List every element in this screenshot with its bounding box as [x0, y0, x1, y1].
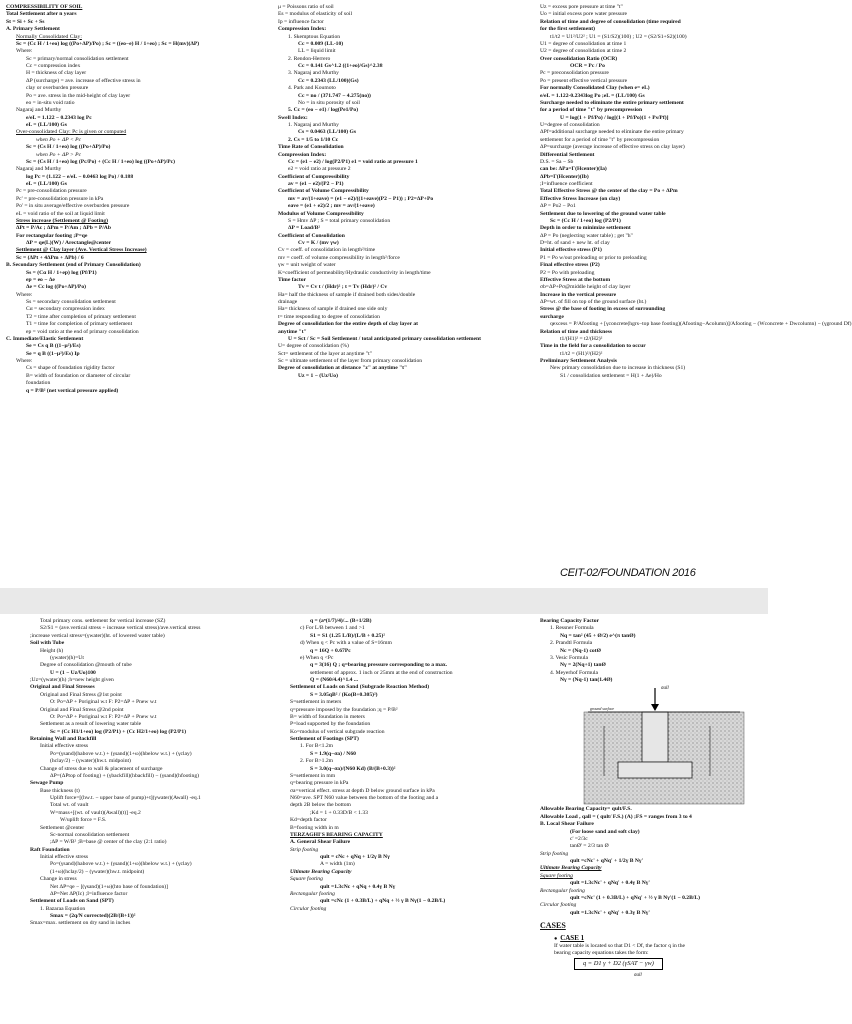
text-line: Po = present effective vertical pressure [540, 77, 628, 84]
text-line: ΔPt = P/Ac ; ΔPm = P/Am ; ΔPb = P/Ab [16, 225, 111, 232]
text-line: Sc = primary/normal consolidation settlement [26, 55, 129, 62]
text-line: S=settlement in meters [290, 699, 342, 706]
text-line: Ko=modulus of vertical subgrade reaction [290, 728, 385, 735]
text-line: Net ΔP=qe − [(γsand)(1+ω)(hto base of foundation)] [50, 883, 169, 890]
text-line: Allowable Load , qall = ( qult/ F.S.) (A) ;FS = ranges from 3 to 4 [540, 813, 692, 820]
text-line: t1/t2 = U1²/U2² ; U1 = (S1/S2)(100) ; U2 = (S2/S1+S2)(100) [550, 33, 687, 40]
column-2-top [278, 4, 528, 380]
text-line: Sc = (ΔPt + 4ΔPm + ΔPb) / 6 [16, 254, 84, 261]
text-line: P1 = Po w/out preloading or prior to preloading [540, 254, 647, 261]
text-line: ΔP (surcharge) = ave. increase of effective stress in [26, 77, 141, 84]
text-line: Increase in the vertical pressure [540, 291, 617, 298]
text-line: A. General Shear Failure [290, 839, 351, 846]
text-line: N60=ave. SPT N60 value between the bottom of the footing and a [290, 795, 439, 801]
text-line: Settlement of Loads on Sand (SPT) [30, 898, 114, 905]
text-line: ΔP = Po2 − Po1 [540, 203, 576, 210]
text-line: for the first settlement) [540, 26, 596, 33]
case-1-text-2: bearing capacity equations takes the form: [554, 950, 649, 957]
text-line: mv = coeff. of volume compressibility in length²/force [278, 254, 400, 261]
text-line: D.S. = Sa − Sb [540, 158, 574, 165]
text-line: depth 2B below the bottom [290, 802, 351, 809]
text-line: T1 = time for completion of primary settlement [26, 321, 133, 328]
text-line: surcharge [540, 313, 564, 320]
text-line: Degree of consolidation for the entire depth of clay layer at [278, 321, 419, 328]
text-line: q = P/B² (net vertical pressure applied) [26, 387, 119, 394]
text-line: Uo = initial excess pore water pressure [540, 11, 628, 18]
text-line: q = 16Q + 0.67Pc [310, 647, 351, 654]
text-line: Original and Final Stress @2nd point [40, 706, 124, 713]
text-line: q=bearing pressure in kPa [290, 780, 349, 787]
text-line: Uz = excess pore pressure at time "t" [540, 4, 623, 10]
text-line: σa=vertical effect. stress at depth D below ground surface in kPa [290, 787, 435, 794]
page-footer: CEIT-02/FOUNDATION 2016 [560, 567, 696, 579]
text-line: t1/(H1)² = t2/(H2)² [560, 335, 603, 342]
text-line: Square footing [290, 876, 323, 883]
text-line: COMPRESSIBILITY OF SOIL [6, 4, 83, 10]
text-line: P2 = Po with preloading [540, 269, 595, 276]
text-line: Cs = shape of foundation rigidity factor [26, 365, 115, 372]
text-line: Where: [16, 291, 33, 298]
text-line: Effective Stress Increase (on clay) [540, 195, 621, 202]
text-line: 4. Meyerhof Formula [550, 669, 599, 676]
text-line: Cv = coeff. of consolidation in length²/time [278, 247, 376, 254]
text-line: For normally Consolidated Clay (when e= eL) [540, 85, 650, 92]
text-line: Pc' = pre-consolidation pressure in kPa [16, 195, 104, 202]
text-line: Nagaraj and Murthy [16, 107, 62, 114]
text-line: Nγ = (Nq-1) tan(1.4Ø) [560, 677, 613, 683]
text-line: Settlement of Loads on Sand (Subgrade Reaction Method) [290, 684, 430, 691]
text-line: Nq = tan² (45 + Ø/2) e^(π tanØ) [560, 632, 636, 639]
text-line: S = 3.0(q−σa)/(N60 Kd) (B/(B+0.3))² [310, 765, 396, 772]
text-line: Initial effective stress (P1) [540, 247, 602, 254]
text-line: Compression Index: [278, 26, 327, 33]
text-line: S = 3.05qB² / (Ko(B+0.305)²) [310, 691, 378, 698]
text-line: U= degree of consolidation (%) [278, 343, 349, 350]
text-line: Kd=depth factor [290, 817, 327, 824]
text-line: 1. Skemptous Equation [288, 33, 341, 40]
figure-label-ground-surface: ground surface [590, 706, 615, 712]
text-line: Po=(γsand)(habove w.t.) + (γsand)(1+ω)(hbelow w.t.) + (γclay) [50, 861, 192, 868]
text-line: Cs = 0.0463 (LL/100) Gs [298, 129, 357, 136]
text-line: Cv = K / (mv γw) [298, 240, 339, 246]
text-line: S1 = S1 (1.25 L/B)/(L/B + 0.25)² [310, 632, 385, 639]
text-line: Circular footing [290, 905, 327, 912]
text-line: ΔP = Po (neglecting water table) ; get "h" [540, 232, 633, 239]
text-line: Sewage Pump [30, 780, 64, 787]
text-line: ;Kd = 1 + 0.33D/B < 1.33 [310, 809, 368, 816]
page-separator [0, 588, 768, 614]
case-1-heading: CASE 1 [560, 933, 585, 942]
text-line: Time factor [278, 276, 307, 283]
text-line: ΔPb=Γ(Hcenter)(Ib) [540, 173, 589, 180]
text-line: c) For L/B between 1 and >1 [300, 625, 365, 632]
text-line: eL = void ratio of the soil at liquid limit [16, 210, 105, 217]
text-line: U = Sct / Sc = Soil Settlement / total anticipated primary consolidation settlement [288, 335, 481, 342]
cases-heading: CASES [540, 921, 566, 930]
text-line: For rectangular footing ;P=qe [16, 232, 88, 239]
text-line: e/eL = 1.122-0.2343log Po ;eL = (LL/100) Gs [540, 92, 645, 99]
text-line: Sc = ultimate settlement of the layer from primary consolidation [278, 358, 423, 364]
text-line: 1. Nagaraj and Murthy [288, 122, 339, 128]
text-line: anytime "t" [278, 328, 307, 335]
text-line: Sc = (Cc H / 1+eo) log ((Po+ΔP)/Po) ; Sc = ((eo−e) H / 1+eo) ; Sc = H(mv)(ΔP) [16, 40, 200, 47]
text-line: settlement of approx. 1 inch or 25mm at the end of construction [310, 669, 453, 676]
column-2-bottom [290, 618, 530, 913]
text-line: Cc = compression index [26, 63, 81, 69]
text-line: Settlement as a result of lowering water table [40, 721, 142, 728]
text-line: 1. For B<1.2m [300, 743, 333, 750]
text-line: t= time responding to degree of consolidation [278, 313, 380, 320]
text-line: Ha= thickness of sample if drained one side only [278, 306, 388, 313]
text-line: av = (e1 − e2)/(P2 − P1) [288, 181, 344, 187]
case-1-qall-label: σall [634, 973, 642, 979]
text-line: St = Si + Sc + Ss [6, 18, 45, 25]
text-line: U=degree of consolidation [540, 122, 600, 128]
text-line: Cc = 0.2343 (LL/100)(Gs) [298, 77, 359, 84]
text-line: 4. Park and Koumoto [288, 85, 336, 92]
case-1-text-1: If water table is located so that D1 < Df, the factor q in the [554, 942, 685, 949]
text-line: e) When q <Pc [300, 654, 334, 661]
text-line: eL = (LL/100) Gs [26, 181, 67, 187]
text-line: Po=(γsand)(habove w.t.) + (γsand)(1+ω)(hbelow w.t.) + (γclay) [50, 750, 192, 757]
text-line: Height (h) [40, 647, 64, 654]
text-line: S = 1.9(q−σa) / N60 [310, 750, 356, 757]
text-line: can be: ΔPa=Γ(Hcenter)(Ia) [540, 166, 607, 173]
text-line: Normally Consolidated Clay: [16, 33, 82, 40]
text-line: S = Hmv ΔP ; S = total primary consolidation [288, 217, 391, 224]
text-line: ;Uz=(γwater)(h) ;h=new height given [30, 677, 114, 683]
text-line: ;increase vertical stress=(γwater)(ht. of lowered water table) [30, 632, 165, 639]
text-line: B= width of foundation or diameter of circular [26, 372, 131, 379]
text-line: Po' = in situ average/effective overburden pressure [16, 203, 130, 210]
text-line: e/eL = 1.122 − 0.2343 log Pc [26, 114, 92, 121]
text-line: Square footing [540, 872, 573, 879]
text-line: Where: [16, 48, 33, 55]
text-line: 2. Rendon-Herrero [288, 55, 331, 62]
text-line: (hclay/2) − (γwater)(hw.t. midpoint) [50, 758, 131, 765]
text-line: Tv = Cv t / (Hdr)² ; t = Tv (Hdr)² / Cv [298, 284, 388, 291]
text-line: Ss = (Cα H / 1+ep) log (Pf/P1) [26, 269, 97, 276]
text-line: U = (1 − Uz/Uo)100 [50, 669, 96, 676]
text-line: Retaining Wall and Backfill [30, 736, 97, 742]
column-3-top [540, 4, 852, 380]
text-line: Smax = (2q/N corrected)(2B/(B+1))² [50, 913, 136, 919]
text-line: qult =cNc' (1 + 0.3B/L) + qNq' + ½ γ B Nγ'(1 − 0.2B/L) [570, 894, 700, 901]
text-line: Allowable Bearing Capacity= qult/F.S. [540, 806, 632, 813]
text-line: mv = av/(1+eave) = (e1 − e2)/((1+eave)(P2 − P1)) ; P2=ΔP+Po [288, 195, 434, 202]
text-line: e2 = void ratio at pressure 2 [288, 166, 351, 173]
bullet-icon: ● [554, 935, 561, 942]
text-line: when Po + ΔP < Pc [36, 136, 82, 143]
text-line: B= width of foundation in meters [290, 713, 365, 720]
text-line: W=mass+[(wt. of vault)(Awall)(t)] -eq.2 [50, 809, 141, 816]
text-line: 3. Vesic Formula [550, 654, 588, 661]
text-line: Pc = preconsolidation pressure [540, 70, 609, 77]
text-line: B. Local Shear Failure [540, 821, 594, 828]
text-line: eL = (LL/100) Gs [26, 122, 67, 128]
text-line: S=settlement in mm [290, 772, 336, 779]
text-line: C. Immediate/Elastic Settlement [6, 335, 84, 342]
text-line: No = in situ porosity of soil [298, 99, 360, 106]
text-line: Time in the field for a consolidation to occur [540, 343, 646, 350]
text-line: Ha= half the thickness of sample if drained both sides/double [278, 291, 416, 298]
text-line: Nagaraj and Murthy [16, 166, 62, 173]
text-line: O: Po=ΔP + Poriginal w.t F: P2=ΔP + Pnew w.t [50, 699, 157, 706]
text-line: P=load supported by the foundation [290, 721, 371, 728]
text-line: Cα = secondary compression index [26, 306, 105, 313]
text-line: 3. Nagaraj and Murthy [288, 70, 339, 77]
text-line: Initial effective stress [40, 743, 89, 750]
text-line: Settlement of Footings (SPT) [290, 736, 359, 742]
text-line: (1+ω)(hclay/2) − (γwater)(hw.t. midpoint) [50, 868, 145, 875]
text-line: 2. Cs = 1/5 to 1/10 Cc [288, 136, 339, 143]
text-line: ΔPf=additional surcharge needed to eliminate the entire primary [540, 129, 684, 136]
text-line: Over-consolidated Clay: Pc is given or computed [16, 129, 127, 136]
text-line: Cc = (e1 − e2) / log(P2/P1) e1 = void ratio at pressure 1 [288, 158, 418, 165]
text-line: Sct= settlement of the layer at anytime "t" [278, 350, 372, 357]
text-line: for a period of time "t" by precompression [540, 107, 643, 114]
text-line: OCR = Pc / Po [570, 63, 605, 69]
text-line: D=ht. of sand + new ht. of clay [540, 240, 610, 246]
text-line: Se = q B ((1−μ²)/Es) Ip [26, 350, 80, 357]
text-line: (γwater)(h)=Ut [50, 654, 84, 661]
text-line: qexcess = P/Afooting + [γconcrete(hgrs−top base footing)(Afooting−Acolumn)]/Afooting − (Wconcrete + Dwcolumn) − (γground Df) [550, 321, 852, 328]
text-line: ep = eo − Δe [26, 276, 55, 283]
column-1-bottom [30, 618, 280, 928]
text-line: when Po + ΔP > Pc [36, 151, 82, 158]
text-line: Coefficient of Volume Compressibility [278, 188, 369, 195]
text-line: Compression Index: [278, 151, 327, 158]
text-line: Initial effective stress [40, 854, 89, 860]
text-line: qult =1.3cNc' + qNq' + 0.4γ B Nγ' [570, 880, 650, 887]
text-line: B. Secondary Settlement (end of Primary Consolidation) [6, 262, 141, 269]
text-line: Es = modulus of elasticity of soil [278, 11, 353, 18]
text-line: H = thickness of clay layer [26, 70, 87, 77]
text-line: 2. Prandtl Formula [550, 640, 593, 647]
text-line: Sc-normal consolidation settlement [50, 831, 130, 838]
text-line: t1/t2 = (H1)²/(H2)² [560, 350, 603, 357]
text-line: Degree of consolidation at distance "z" at anytime "t" [278, 365, 408, 372]
text-line: Rectangular footing [290, 890, 335, 897]
page-bottom [0, 614, 768, 1024]
text-line: eave = (e1 + e2)/2 ; mv = av/(1+eave) [288, 203, 375, 210]
text-line: O: Po=ΔP + Poriginal w.t F: P2=ΔP + Pnew w.t [50, 713, 157, 720]
text-line: Where: [16, 358, 33, 364]
text-line: Sc = (Cs H / 1+eo) log ((Po+ΔP)/Po) [26, 144, 111, 151]
text-line: Stress increase (Settlement @ Footing) [16, 217, 108, 224]
text-line: A. Primary Settlement [6, 26, 60, 33]
text-line: ΔP=(ΔPtop of footing) + (γbackfill)(hbackfill) − (γsand)(hfooting) [50, 772, 199, 779]
text-line: qult =cNc' + qNq' + 1/2γ B Nγ' [570, 858, 644, 864]
text-line: Effective Stress at the bottom [540, 276, 611, 283]
text-line: Sc = (Cc H / 1+eo) log (P2/P1) [550, 217, 621, 224]
column-1-top [6, 4, 304, 395]
text-line: Rectangular footing [540, 887, 585, 894]
text-line: Base thickness (t) [40, 787, 80, 794]
text-line: 1. Bazaraa Equation [40, 905, 86, 912]
text-line: ΔP = Load/B² [288, 225, 320, 232]
text-line: Relation of time and degree of consolidation (time required [540, 18, 681, 25]
text-line: clay or overburden pressure [26, 85, 89, 92]
text-line: S1 / consolidation settlement = H(1 + Δe)/Ho [560, 372, 662, 379]
text-line: qult =1.3cNc' + qNq' + 0.3γ B Nγ' [570, 909, 650, 916]
text-line: ;I=influence coefficient [540, 181, 593, 187]
text-line: Total Effective Stress @ the center of the clay = Po + ΔPm [540, 188, 678, 195]
text-line: Uplift force=[(hw.t. − upper base of pump)+t](γwater)(Awall) -eq.1 [50, 795, 201, 801]
text-line: d) When q < Pc with a value of S=16mm [300, 640, 392, 647]
text-line: Nγ = 2(Nq+1) tanØ [560, 662, 606, 669]
text-line: Circular footing [540, 902, 577, 909]
text-line: T2 = time after completion of primary settlement [26, 313, 136, 320]
text-line: S2/S1 = (ave.vertical stress + increase vertical stress)/ave.vertical stress [40, 625, 201, 632]
text-line: Time Rate of Consolidation [278, 144, 344, 151]
text-line: Smax=max. settlement on dry sand in inches [30, 920, 131, 927]
text-line: W/uplift force = F.S. [60, 817, 107, 824]
text-line: Pc = pre-consolidation pressure [16, 188, 87, 195]
text-line: Strip footing [540, 850, 569, 857]
text-line: Preliminary Settlement Analysis [540, 358, 617, 364]
text-line: Strip footing [290, 846, 319, 853]
text-line: drainage [278, 299, 298, 305]
text-line: log Pc = (1.122 − e/eL − 0.0463 log Po) / 0.188 [26, 173, 134, 180]
bearing-capacity-factors [540, 618, 762, 684]
text-line: Settlement due to lowering of the ground water table [540, 210, 666, 217]
text-line: Ss = secondary consolidation settlement [26, 299, 116, 305]
text-line: Cc = no / (371.747 − 4.275(no)) [298, 92, 371, 99]
case-1-block [540, 934, 762, 980]
text-line: Modulus of Volume Compressibility [278, 210, 364, 217]
text-line: Final effective stress (P2) [540, 262, 600, 269]
text-line: Cc = 0.009 (LL-10) [298, 40, 344, 47]
text-line: Over consolidation Ratio (OCR) [540, 55, 618, 62]
text-line: Settlement @center [40, 824, 85, 831]
text-line: q=pressure imposed by the foundation ;q = P/B² [290, 706, 398, 713]
text-line: Q = (N60/4.4)^1.4 ... [310, 677, 359, 683]
text-line: ΔP=surcharge (average increase of effective stress on clay layer) [540, 144, 685, 151]
bearing-capacity-text [540, 806, 762, 917]
text-line: LL = liquid limit [298, 48, 336, 55]
text-line: Original and Final Stresses [30, 684, 95, 691]
text-line: Coefficient of Consolidation [278, 232, 345, 239]
text-line: Ultimate Bearing Capacity [540, 865, 602, 872]
text-line: New primary consolidation due to increase in thickness (S1) [550, 365, 686, 372]
text-line: Δe = Cc log ((Po+ΔP)/Po) [26, 284, 86, 291]
footing-diagram-image [584, 686, 744, 804]
text-line: Degree of consolidation @mouth of tube [40, 662, 132, 669]
text-line: A = width (1m) [320, 861, 355, 868]
text-line: Total primary cons. settlement for vertical increase (SZ) [40, 618, 166, 624]
text-line: ;ΔP = W/B² ;B=base @ center of the clay (2:1 ratio) [50, 839, 167, 846]
text-line: settlement for a period of time "t" by precompression [540, 136, 660, 143]
text-line: σb=ΔP+Pσ@middle height of clay layer [540, 284, 631, 291]
text-line: 5. Cc = (eo − e1) / log(Pe1/Po) [288, 107, 359, 114]
text-line: Settlement @ Clay layer (Ave. Vertical Stress Increase) [16, 247, 147, 254]
footing-figure-wrap [540, 686, 762, 806]
text-line: Change of stress due to wall & placement of surcharge [40, 765, 163, 772]
text-line: q = (aⁿ(1/7)/4)/... (B+1/2B) [310, 618, 372, 624]
text-line: ΔP=Net ΔP(Ic) ;I=influence factor [50, 890, 128, 897]
cases-section [540, 921, 762, 980]
text-line: B=footing width in m [290, 824, 339, 831]
text-line: Ultimate Bearing Capacity [290, 868, 352, 875]
text-line: Raft Foundation [30, 846, 70, 853]
text-line: Bearing Capacity Factor [540, 618, 600, 624]
text-line: Soil with Tube [30, 640, 65, 647]
text-line: Se = Cs q B ((1−μ²)/Es) [26, 343, 81, 350]
column-3-bottom [540, 618, 762, 980]
text-line: ΔP=wt. of fill on top of the ground surface (ht.) [540, 299, 647, 305]
text-line: Nc = (Nq-1) cotØ [560, 647, 601, 654]
text-line: Sc = (Cc H1/1+eo) log (P2/P1) + (Cc H2/1+eo) log (P2/P1) [50, 728, 187, 735]
text-line: Cc = 0.141 Gs^1.2 ((1+eo)/Gs)^2.38 [298, 63, 383, 69]
text-line: U1 = degree of consolidation at time 1 [540, 40, 627, 47]
figure-label-qall: σall [661, 686, 669, 692]
text-line: U = log(1 + Pf/Po) / log[(1 + Pf/Po)(1 + Ps/Pf)] [560, 114, 669, 121]
text-line: Uz = 1 − (Uz/Uo) [298, 372, 338, 379]
text-line: Original and Final Stress @1st point [40, 691, 122, 698]
text-line: c' =2/3c [570, 835, 588, 842]
text-line: Coefficient of Compressibility [278, 173, 350, 180]
text-line: Total Settlement after n years [6, 11, 77, 18]
text-line: Differential Settlement [540, 151, 595, 158]
text-line: ep = void ratio at the end of primary consolidation [26, 328, 139, 335]
text-line: Change in stress [40, 876, 77, 883]
text-line: (For loose sand and soft clay) [570, 828, 640, 835]
text-line: eo = in-situ void ratio [26, 99, 75, 106]
text-line: Swell Index: [278, 114, 308, 121]
text-line: γw = unit weight of water [278, 262, 336, 269]
text-line: Depth in order to minimize settlement [540, 225, 631, 232]
text-line: TERZAGHI'S BEARING CAPACITY [290, 831, 383, 838]
text-line: Surcharge needed to eliminate the entire primary settlement [540, 99, 684, 106]
text-line: Ip = influence factor [278, 18, 324, 25]
text-line: tanØ' = 2/3 tan Ø [570, 843, 609, 850]
text-line: Relation of time and thickness [540, 328, 613, 335]
text-line: 1. Ressner Formula [550, 625, 594, 632]
text-line: qult = cNc + qNq + 1/2γ B Nγ [320, 854, 390, 860]
text-line: μ = Poissons ratio of soil [278, 4, 334, 10]
text-line: U2 = degree of consolidation at time 2 [540, 48, 627, 55]
text-line: Sc = (Cs H / 1+eo) log (Pc/Po) + (Cc H / 1+eo) log ((Po+ΔP)/Pc) [26, 158, 175, 165]
text-line: qult =cNc (1 + 0.3B/L) + qNq + ½ γ B Nγ(1 − 0.2B/L) [320, 898, 446, 905]
text-line: K=coefficient of permeability/Hydraulic conductivity in length/time [278, 269, 431, 276]
text-line: Po = ave. stress in the mid-height of clay layer [26, 92, 131, 99]
text-line: Stress @ the base of footing in excess of surrounding [540, 306, 666, 313]
case-1-formula: q = D1 γ + D2 (γSAT − γw) [574, 958, 663, 970]
text-line: qult =1.3cNc + qNq + 0.4γ B Nγ [320, 883, 396, 890]
text-line: Total wt. of vault [50, 802, 89, 809]
text-line: 2. For B>1.2m [300, 758, 333, 765]
text-line: q = 3(16) Q ; q=bearing pressure corresponding to a max. [310, 662, 448, 669]
text-line: ΔP = qe(L)(W) / Arectangle@center [26, 240, 112, 246]
text-line: foundation [26, 380, 51, 387]
